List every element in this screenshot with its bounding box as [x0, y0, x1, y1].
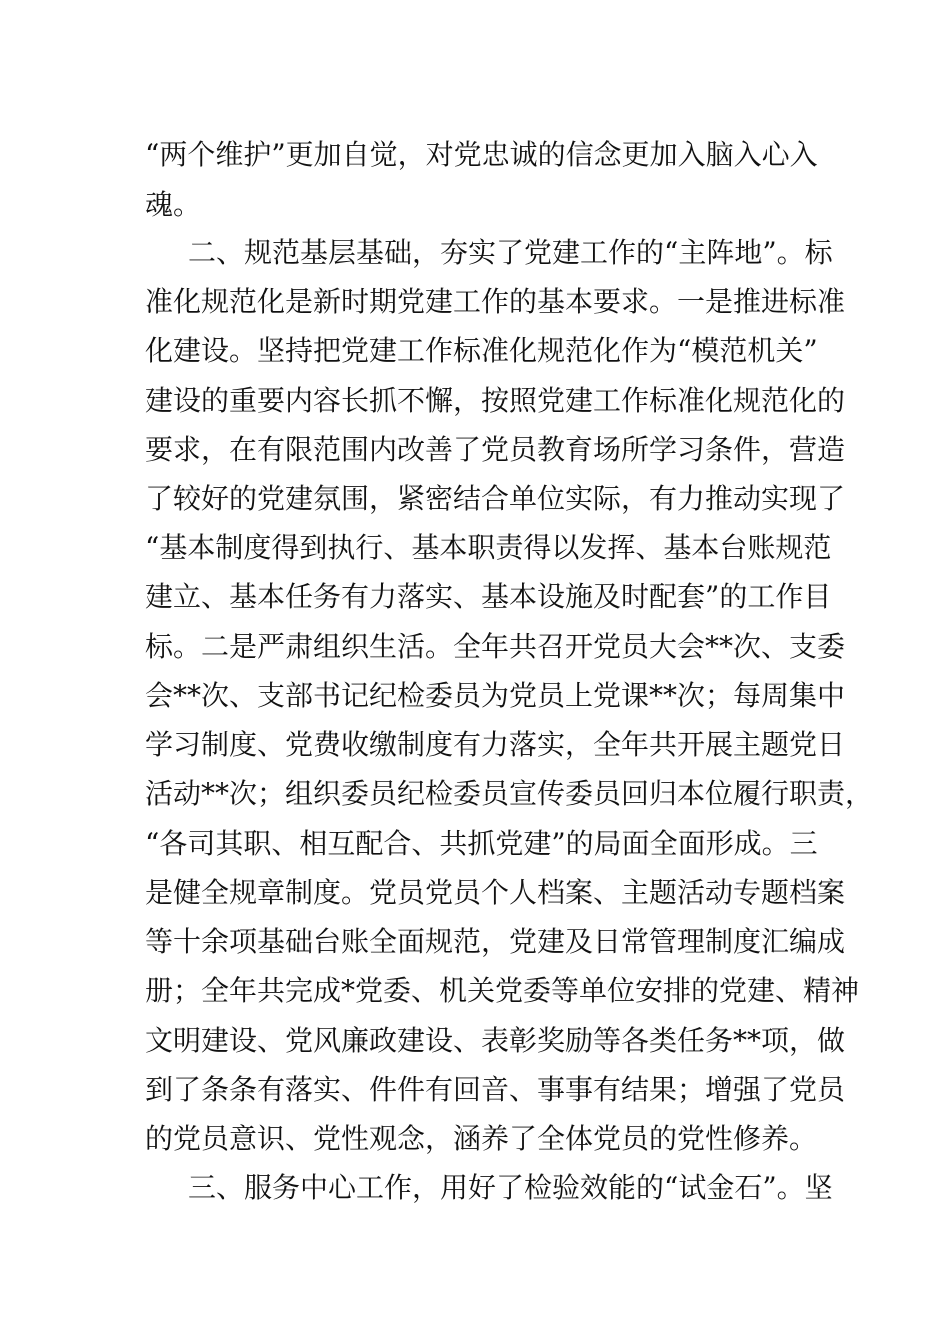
text-line-12: 会**次、支部书记纪检委员为党员上党课**次；每周集中 — [145, 679, 846, 712]
text-line-6: 建设的重要内容长抓不懈，按照党建工作标准化规范化的 — [145, 384, 846, 417]
text-line-21: 的党员意识、党性观念，涵养了全体党员的党性修养。 — [145, 1122, 818, 1155]
text-line-18: 册；全年共完成*党委、机关党委等单位安排的党建、精神 — [145, 974, 860, 1007]
text-line-20: 到了条条有落实、件件有回音、事事有结果；增强了党员 — [145, 1073, 846, 1106]
text-line-5: 化建设。坚持把党建工作标准化规范化作为“模范机关” — [145, 334, 818, 367]
text-line-17: 等十余项基础台账全面规范，党建及日常管理制度汇编成 — [145, 925, 846, 958]
text-line-13: 学习制度、党费收缴制度有力落实，全年共开展主题党日 — [145, 728, 846, 761]
text-line-14: 活动**次；组织委员纪检委员宣传委员回归本位履行职责， — [145, 777, 874, 810]
text-line-19: 文明建设、党风廉政建设、表彰奖励等各类任务**项，做 — [145, 1024, 846, 1057]
text-line-2: 魂。 — [145, 188, 202, 221]
text-line-7: 要求，在有限范围内改善了党员教育场所学习条件，营造 — [145, 433, 846, 466]
text-line-16: 是健全规章制度。党员党员个人档案、主题活动专题档案 — [145, 876, 846, 909]
text-line-8: 了较好的党建氛围，紧密结合单位实际，有力推动实现了 — [145, 482, 846, 515]
paragraph-2-heading-line: 二、规范基层基础，夯实了党建工作的“主阵地”。标 — [188, 236, 833, 269]
text-line-1: “两个维护”更加自觉，对党忠诚的信念更加入脑入心入 — [145, 138, 818, 171]
text-line-10: 建立、基本任务有力落实、基本设施及时配套”的工作目 — [145, 580, 832, 613]
text-line-4: 准化规范化是新时期党建工作的基本要求。一是推进标准 — [145, 285, 846, 318]
text-line-9: “基本制度得到执行、基本职责得以发挥、基本台账规范 — [145, 531, 832, 564]
text-line-11: 标。二是严肃组织生活。全年共召开党员大会**次、支委 — [145, 630, 846, 663]
paragraph-3-heading-line: 三、服务中心工作，用好了检验效能的“试金石”。坚 — [188, 1171, 833, 1204]
text-line-15: “各司其职、相互配合、共抓党建”的局面全面形成。三 — [145, 827, 818, 860]
